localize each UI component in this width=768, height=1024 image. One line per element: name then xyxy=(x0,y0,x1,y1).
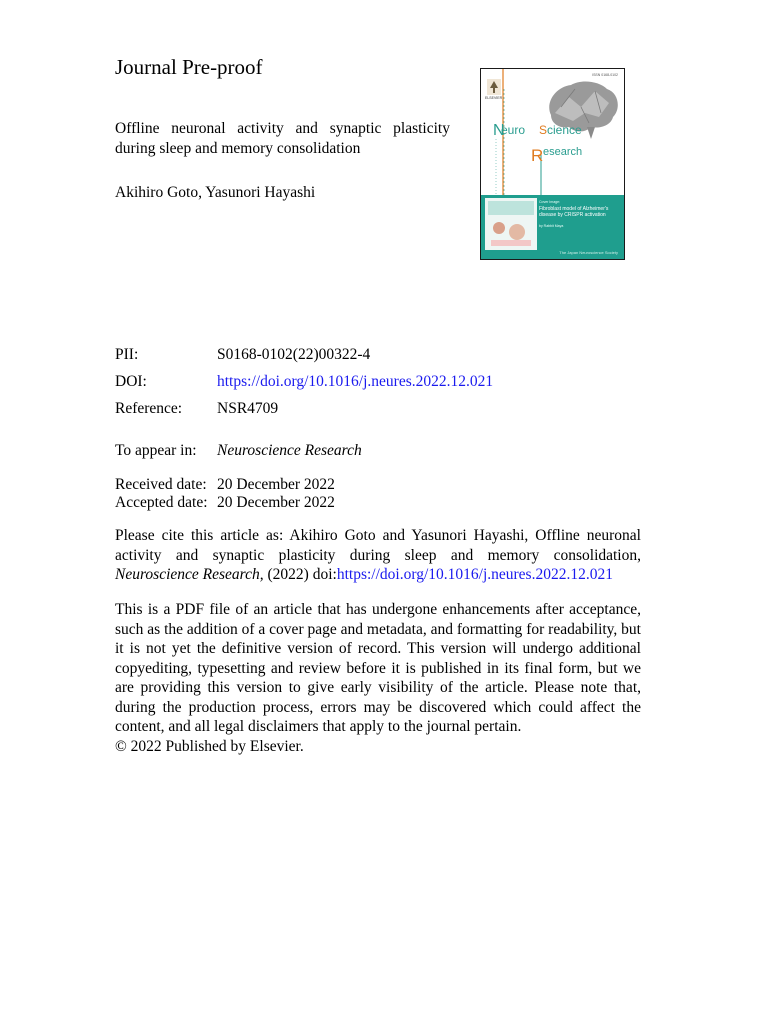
cover-journal-word-research: esearch xyxy=(543,146,583,158)
journal-cover-image xyxy=(480,68,625,260)
cover-caption-author: by Rabbit Maya xyxy=(539,224,564,228)
doi-link[interactable]: https://doi.org/10.1016/j.neures.2022.12.021 xyxy=(217,373,494,390)
copyright-notice: © 2022 Published by Elsevier. xyxy=(115,738,304,755)
received-label: Received date: xyxy=(115,476,207,493)
cover-caption: Fibroblast model of Alzheimer's disease by CRISPR activation xyxy=(539,206,609,218)
svg-text:N: N xyxy=(493,122,505,139)
article-title: Offline neuronal activity and synaptic plasticity during sleep and memory consolidation xyxy=(115,120,450,157)
pii-value: S0168-0102(22)00322-4 xyxy=(217,346,371,363)
cover-journal-word-science: cience xyxy=(547,123,582,137)
cover-journal-word-neuro: euro xyxy=(501,123,526,137)
citation-paragraph xyxy=(115,526,641,585)
cover-publisher: ELSEVIER xyxy=(485,96,503,100)
cover-letter-s: S xyxy=(539,123,548,137)
article-authors: Akihiro Goto, Yasunori Hayashi xyxy=(115,184,316,201)
appear-value: Neuroscience Research xyxy=(217,442,362,459)
cover-figure-image xyxy=(485,198,537,250)
reference-value: NSR4709 xyxy=(217,400,279,417)
preproof-notice: This is a PDF file of an article that has undergone enhancements after acceptance, such as the addition of a cover page and metadata, and formatting for readability, but it is not yet the definitive version of record. This version will undergo additional copyediting, typesetting and review before it is published in its final form, but we are providing this version to give early visibility of the article. Please note that, during the production process, errors may be discovered which could affect the content, and all legal disclaimers that apply to the journal pertain. xyxy=(115,601,641,735)
accepted-value: 20 December 2022 xyxy=(217,494,335,511)
cover-issn: ISSN 0168-0102 xyxy=(592,73,618,77)
citation-doi-link[interactable]: https://doi.org/10.1016/j.neures.2022.12.021 xyxy=(336,566,613,583)
reference-label: Reference: xyxy=(115,400,183,417)
accepted-label: Accepted date: xyxy=(115,494,208,511)
elsevier-logo-icon xyxy=(487,79,501,95)
doi-label: DOI: xyxy=(115,373,147,390)
cover-society: The Japan Neuroscience Society xyxy=(559,250,618,255)
citation-year: (2022) doi: xyxy=(263,566,337,583)
citation-journal: Neuroscience Research, xyxy=(115,566,264,583)
citation-intro: Please cite this article as: Akihiro Goto and Yasunori Hayashi, Offline neuronal activity and synaptic plasticity during sleep and memory consolidation, xyxy=(115,527,641,564)
journal-preproof-heading: Journal Pre-proof xyxy=(115,55,263,79)
appear-label: To appear in: xyxy=(115,442,197,459)
svg-text:R: R xyxy=(531,146,544,165)
received-value: 20 December 2022 xyxy=(217,476,335,493)
pii-label: PII: xyxy=(115,346,139,363)
cover-caption-label: Cover Image: xyxy=(539,200,561,204)
